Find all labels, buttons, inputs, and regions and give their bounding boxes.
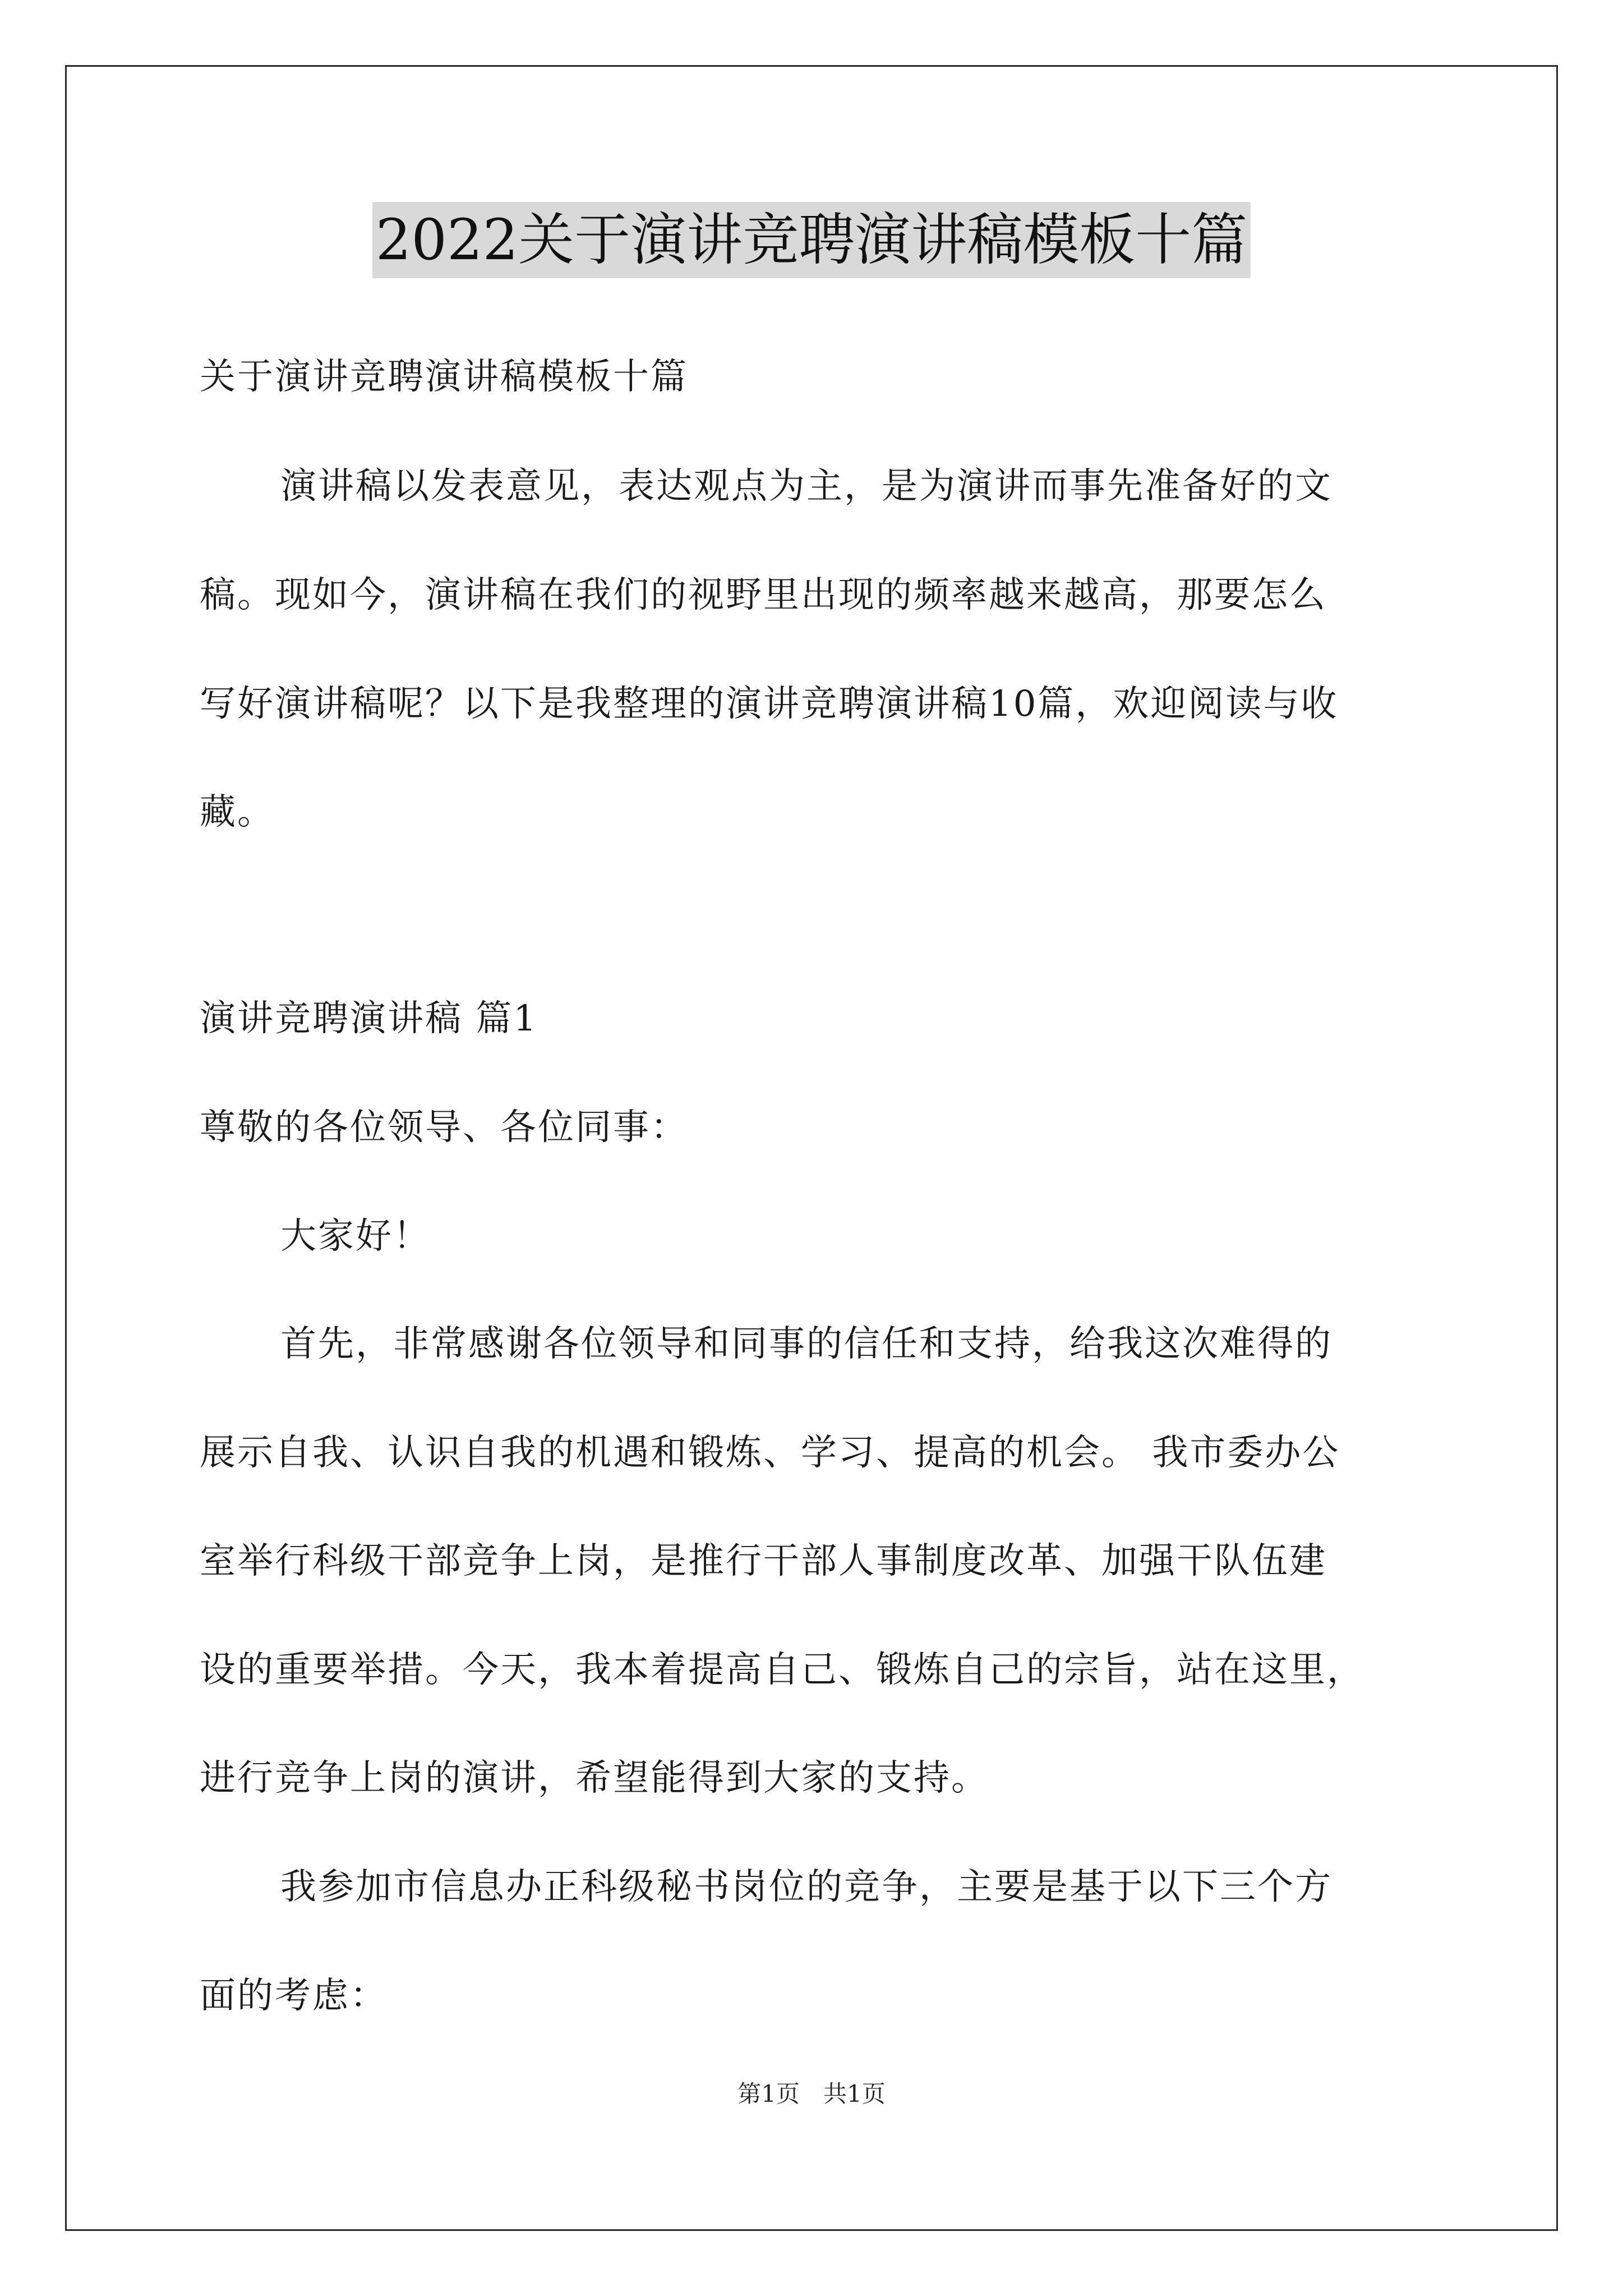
greeting: 大家好！ xyxy=(280,1216,431,1257)
document-subtitle: 关于演讲竞聘演讲稿模板十篇 xyxy=(200,356,688,398)
title-container xyxy=(0,202,1623,278)
paragraph-line: 设的重要举措。今天，我本着提高自己、锻炼自己的宗旨，站在这里， xyxy=(200,1649,1364,1691)
paragraph-line: 首先，非常感谢各位领导和同事的信任和支持，给我这次难得的 xyxy=(280,1323,1332,1365)
intro-line: 写好演讲稿呢？以下是我整理的演讲竞聘演讲稿10篇，欢迎阅读与收 xyxy=(200,683,1339,725)
document-title: 2022关于演讲竞聘演讲稿模板十篇 xyxy=(372,202,1251,278)
page-footer: 第1页 共1页 xyxy=(737,2080,886,2108)
intro-line: 藏。 xyxy=(200,792,275,833)
intro-line: 演讲稿以发表意见，表达观点为主，是为演讲而事先准备好的文 xyxy=(280,466,1332,507)
section-heading: 演讲竞聘演讲稿 篇1 xyxy=(200,998,538,1039)
paragraph-line: 进行竞争上岗的演讲，希望能得到大家的支持。 xyxy=(200,1757,989,1799)
paragraph-line: 面的考虑： xyxy=(200,1975,388,2017)
salutation: 尊敬的各位领导、各位同事： xyxy=(200,1107,688,1148)
paragraph-line: 我参加市信息办正科级秘书岗位的竞争，主要是基于以下三个方 xyxy=(280,1866,1332,1908)
paragraph-line: 展示自我、认识自我的机遇和锻炼、学习、提高的机会。 我市委办公 xyxy=(200,1432,1340,1474)
paragraph-line: 室举行科级干部竞争上岗，是推行干部人事制度改革、加强干队伍建 xyxy=(200,1540,1327,1582)
intro-line: 稿。现如今，演讲稿在我们的视野里出现的频率越来越高，那要怎么 xyxy=(200,574,1327,616)
